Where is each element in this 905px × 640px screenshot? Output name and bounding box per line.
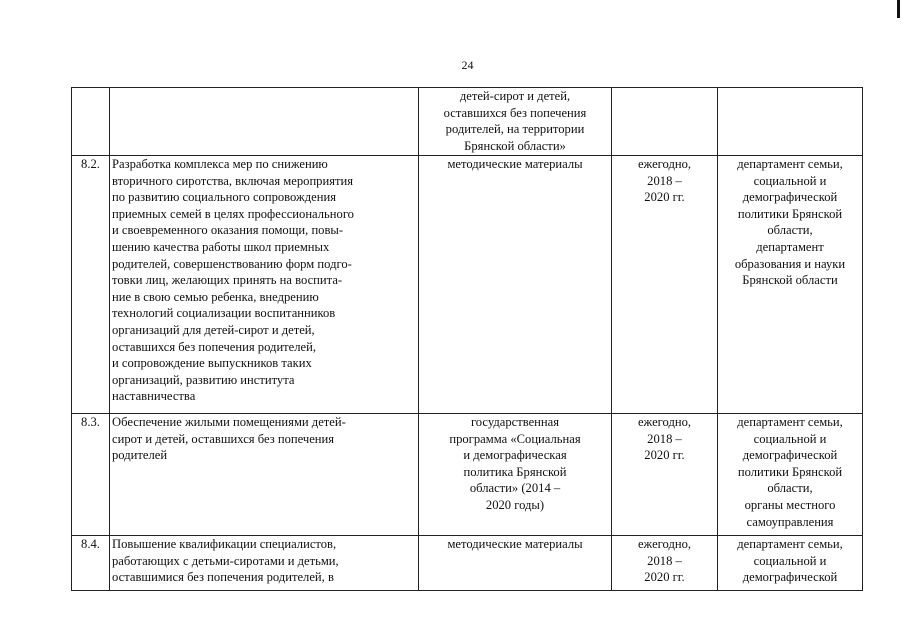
- form-cell: методические материалы: [419, 536, 612, 591]
- row-number: 8.4.: [72, 536, 110, 591]
- form-cell: детей-сирот и детей, оставшихся без попечения родителей, на территории Брянской области»: [419, 88, 612, 156]
- page-edge-mark: [897, 0, 900, 18]
- table-row: [72, 156, 863, 414]
- page-number: 24: [461, 58, 474, 72]
- period-cell: ежегодно, 2018 – 2020 гг.: [612, 156, 718, 414]
- period-cell: ежегодно, 2018 – 2020 гг.: [612, 414, 718, 536]
- period-cell: ежегодно, 2018 – 2020 гг.: [612, 536, 718, 591]
- row-number: 8.2.: [72, 156, 110, 414]
- responsible-cell: [718, 88, 863, 156]
- responsible-cell: департамент семьи, социальной и демографической политики Брянской области, департамент образования и науки Брянской области: [718, 156, 863, 414]
- measure-cell: Разработка комплекса мер по снижению вторичного сиротства, включая мероприятия по развитию социального сопровождения приемных семей в целях профессионального и своевременного оказания помощи, повы- шению качества работы школ приемных родителей, совершенствованию форм подго- товки лиц, желающих принять на воспита- ние в свою семью ребенка, внедрению технологий социализации воспитанников организаций для детей-сирот и детей, оставшихся без попечения родителей, и сопровождение выпускников таких организаций, развитию института наставничества: [110, 156, 419, 414]
- form-cell: государственная программа «Социальная и демографическая политика Брянской области» (2014 – 2020 годы): [419, 414, 612, 536]
- responsible-cell: департамент семьи, социальной и демографической политики Брянской области, органы местного самоуправления: [718, 414, 863, 536]
- table-row: [72, 414, 863, 536]
- table-row: [72, 536, 863, 591]
- row-number: [72, 88, 110, 156]
- plan-table: [71, 87, 863, 591]
- measure-cell: [110, 88, 419, 156]
- measure-cell: Повышение квалификации специалистов, работающих с детьми-сиротами и детьми, оставшимися без попечения родителей, в: [110, 536, 419, 591]
- responsible-cell: департамент семьи, социальной и демографической: [718, 536, 863, 591]
- measure-cell: Обеспечение жилыми помещениями детей- сирот и детей, оставшихся без попечения родителей: [110, 414, 419, 536]
- period-cell: [612, 88, 718, 156]
- row-number: 8.3.: [72, 414, 110, 536]
- table-row: [72, 88, 863, 156]
- form-cell: методические материалы: [419, 156, 612, 414]
